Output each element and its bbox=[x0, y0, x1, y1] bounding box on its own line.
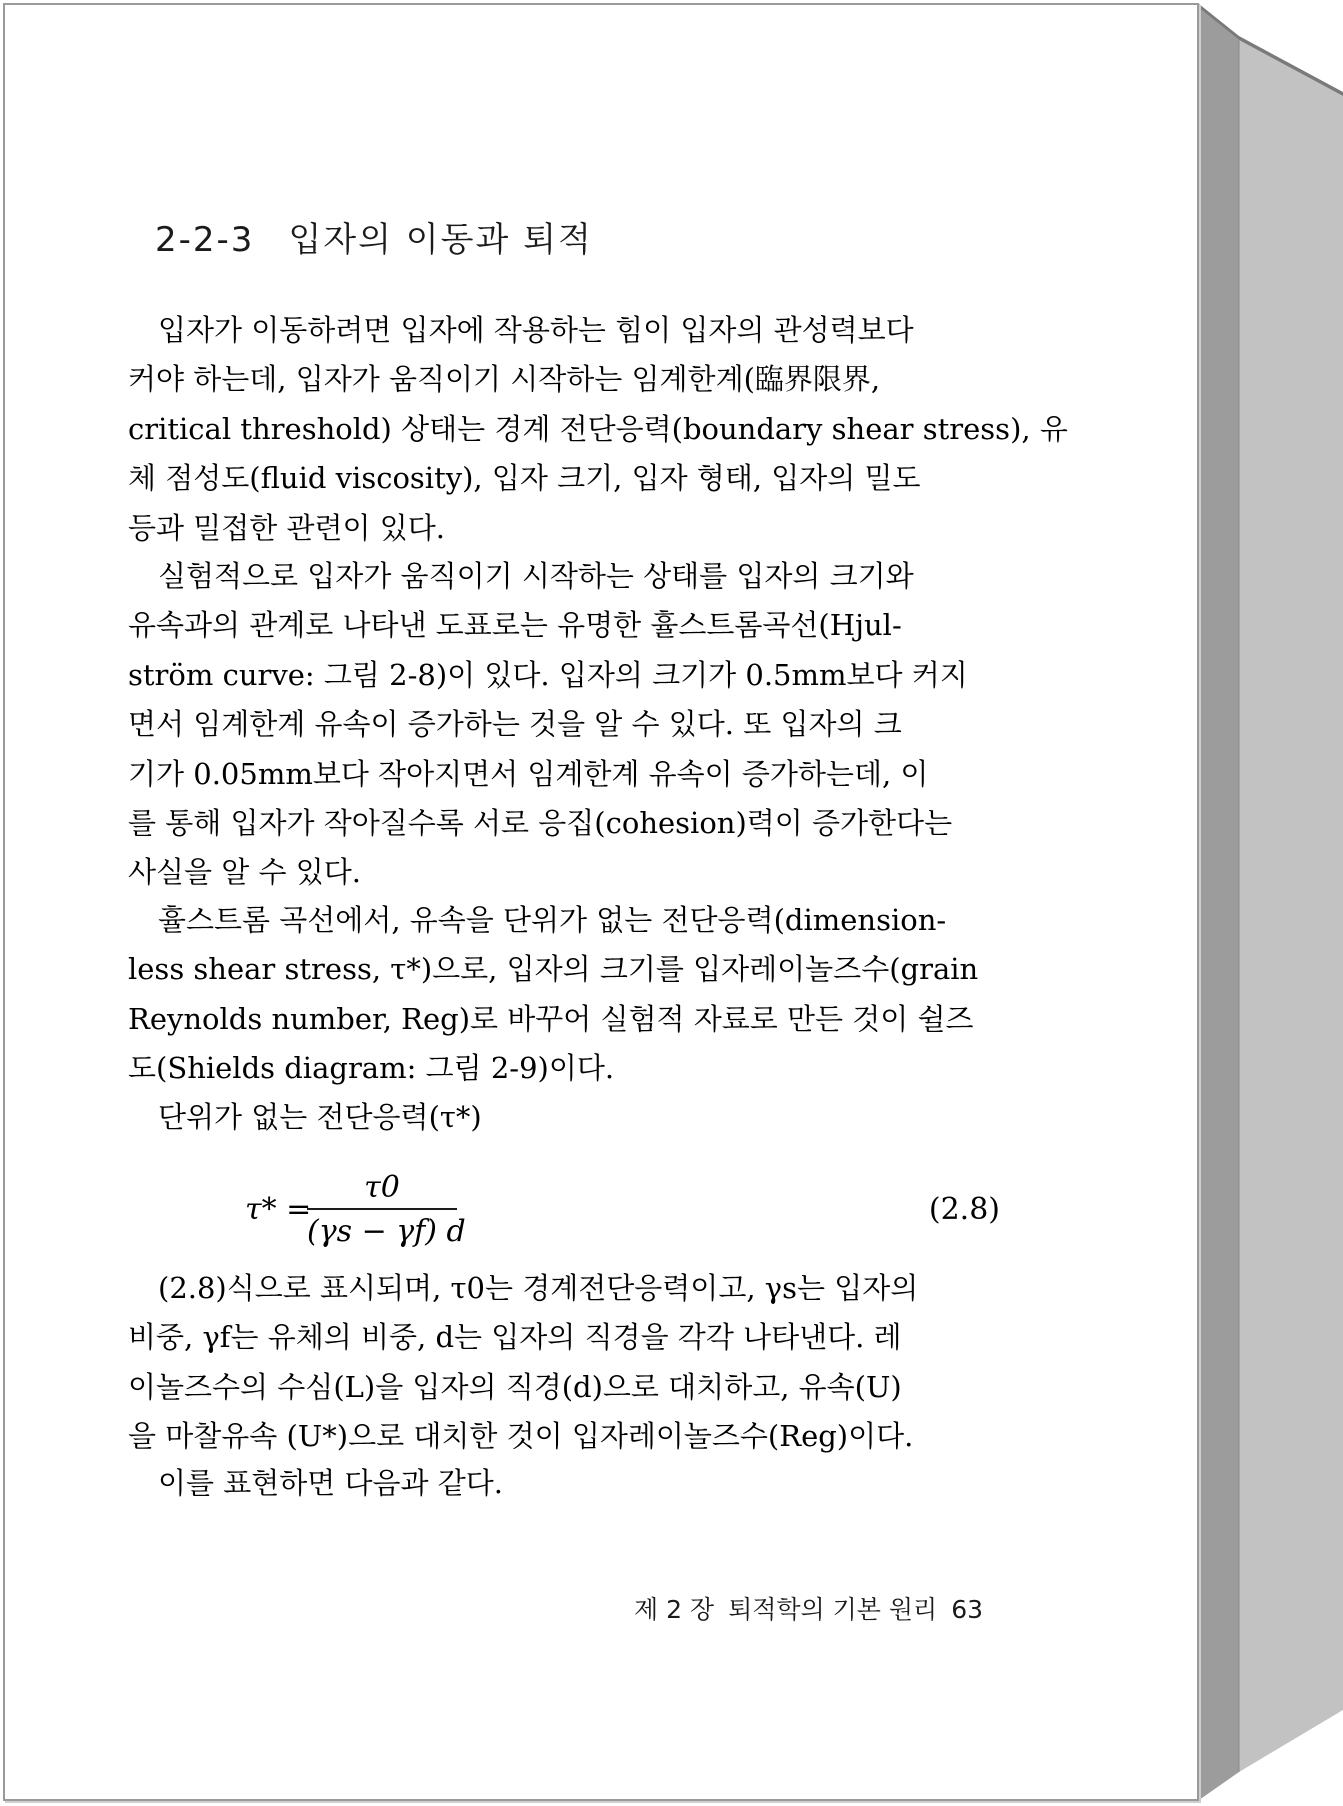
page-stack-edge bbox=[1199, 0, 1343, 1806]
text-line: 사실을 알 수 있다. bbox=[128, 855, 361, 890]
text-line: 입자가 이동하려면 입자에 작용하는 힘이 입자의 관성력보다 bbox=[158, 313, 914, 347]
text-line: 비중, γf는 유체의 비중, d는 입자의 직경을 각각 나타낸다. 레 bbox=[128, 1320, 902, 1355]
text-line: 휼스트롬 곡선에서, 유속을 단위가 없는 전단응력(dimension- bbox=[158, 903, 947, 937]
section-heading bbox=[155, 212, 593, 261]
text-line: 도(Shields diagram: 그림 2-9)이다. bbox=[128, 1051, 615, 1086]
page-number: 63 bbox=[951, 1595, 983, 1624]
paragraph-6 bbox=[128, 1459, 1008, 1508]
equation-number: (2.8) bbox=[928, 1192, 1000, 1227]
equation-denominator: (γs − γf) d bbox=[307, 1214, 466, 1249]
paragraph-1 bbox=[128, 306, 1068, 553]
paragraph-5 bbox=[128, 1264, 1008, 1462]
section-title: 입자의 이동과 퇴적 bbox=[288, 220, 593, 260]
text-line: 기가 0.05mm보다 작아지면서 임계한계 유속이 증가하는데, 이 bbox=[128, 756, 929, 791]
equation-fraction bbox=[307, 1170, 466, 1250]
equation-numerator: τ0 bbox=[364, 1170, 400, 1205]
text-line: Reynolds number, Reg)로 바꾸어 실험적 자료로 만든 것이 쉴즈 bbox=[128, 1001, 974, 1036]
section-number: 2-2-3 bbox=[155, 220, 255, 260]
text-line: ström curve: 그림 2-8)이 있다. 입자의 크기가 0.5mm보다 커지 bbox=[128, 657, 968, 692]
text-line: 커야 하는데, 입자가 움직이기 시작하는 임계한계(臨界限界, bbox=[128, 362, 881, 397]
text-line: 를 통해 입자가 작아질수록 서로 응집(cohesion)력이 증가한다는 bbox=[128, 806, 953, 841]
equation-lhs: τ* = bbox=[245, 1192, 312, 1227]
text-line: 체 점성도(fluid viscosity), 입자 크기, 입자 형태, 입자의 밀도 bbox=[128, 461, 921, 496]
paragraph-3 bbox=[128, 896, 1008, 1094]
text-line: 단위가 없는 전단응력(τ*) bbox=[158, 1100, 482, 1134]
paragraph-4 bbox=[128, 1093, 1008, 1142]
text-line: 등과 밀접한 관련이 있다. bbox=[128, 510, 446, 545]
footer-title: 퇴적학의 기본 원리 bbox=[728, 1595, 938, 1624]
text-line: less shear stress, τ*)으로, 입자의 크기를 입자레이놀즈수(grain bbox=[128, 952, 979, 987]
paragraph-2 bbox=[128, 552, 1008, 898]
page-footer bbox=[603, 1590, 983, 1626]
text-line: critical threshold) 상태는 경계 전단응력(boundary shear stress), 유 bbox=[128, 411, 1068, 446]
fraction-bar bbox=[307, 1208, 457, 1210]
text-line: 이를 표현하면 다음과 같다. bbox=[158, 1466, 504, 1500]
equation-2-8 bbox=[245, 1170, 1005, 1250]
text-line: (2.8)식으로 표시되며, τ0는 경계전단응력이고, γs는 입자의 bbox=[158, 1271, 919, 1305]
footer-chapter: 제 2 장 bbox=[633, 1595, 715, 1624]
text-line: 이놀즈수의 수심(L)을 입자의 직경(d)으로 대치하고, 유속(U) bbox=[128, 1369, 902, 1404]
text-line: 유속과의 관계로 나타낸 도표로는 유명한 휼스트롬곡선(Hjul- bbox=[128, 608, 902, 643]
text-line: 면서 임계한계 유속이 증가하는 것을 알 수 있다. 또 입자의 크 bbox=[128, 707, 902, 742]
text-line: 을 마찰유속 (U*)으로 대치한 것이 입자레이놀즈수(Reg)이다. bbox=[128, 1419, 914, 1454]
text-line: 실험적으로 입자가 움직이기 시작하는 상태를 입자의 크기와 bbox=[158, 559, 914, 593]
